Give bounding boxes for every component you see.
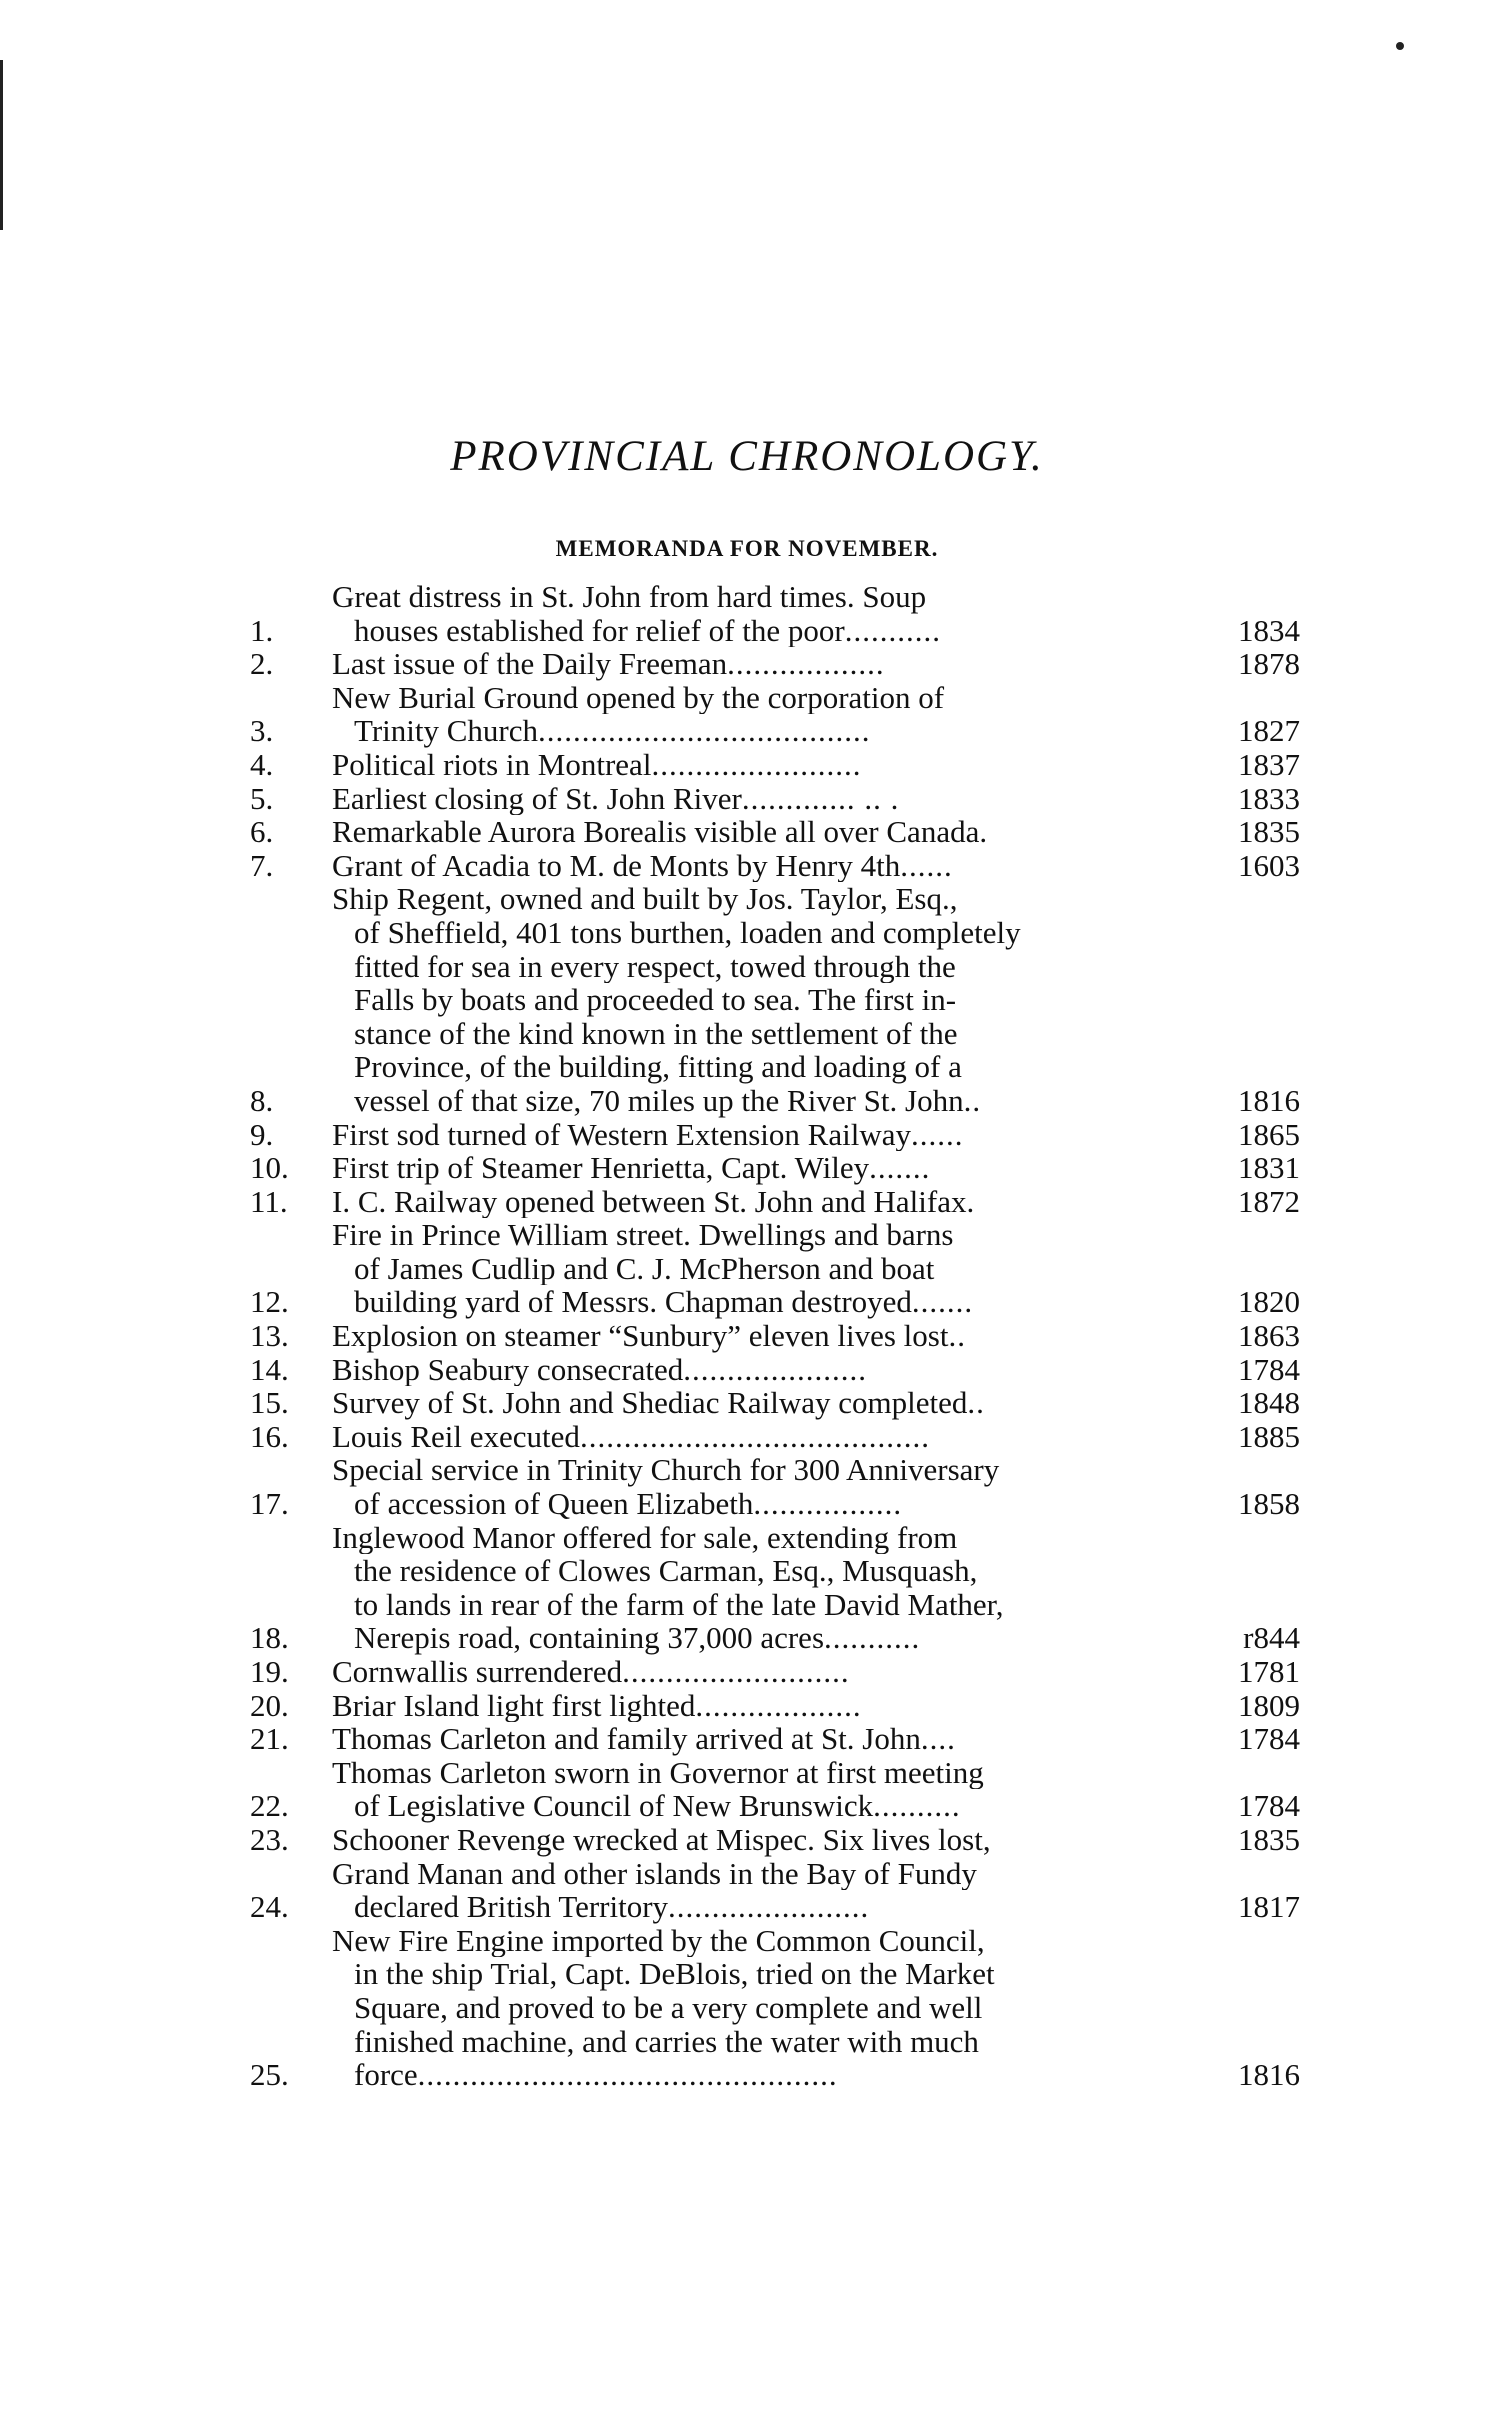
chronology-entry bbox=[250, 1823, 1300, 1857]
dot-leader: ........................ bbox=[651, 747, 862, 782]
dot-leader: .. bbox=[967, 1386, 985, 1420]
entry-text bbox=[332, 1924, 1166, 2092]
entry-line-text: Trinity Church bbox=[354, 714, 539, 748]
entry-line bbox=[332, 1857, 1166, 1891]
entry-line-text: Grand Manan and other islands in the Bay of Fundy bbox=[332, 1856, 977, 1891]
chronology-entry bbox=[250, 849, 1300, 883]
entry-text bbox=[332, 1521, 1166, 1655]
entry-line bbox=[332, 1118, 1166, 1152]
entry-line-text: Nerepis road, containing 37,000 acres bbox=[354, 1621, 825, 1655]
entry-text bbox=[332, 1151, 1166, 1185]
entry-year: 1784 bbox=[1238, 1788, 1300, 1824]
dot-leader: ........... bbox=[844, 613, 941, 648]
entry-line bbox=[332, 849, 1166, 883]
chronology-entry bbox=[250, 1655, 1300, 1689]
dot-leader: .................. bbox=[727, 647, 885, 681]
entry-text bbox=[332, 782, 1166, 816]
entry-line bbox=[332, 1789, 1166, 1823]
entry-line-text: Last issue of the Daily Freeman bbox=[332, 647, 728, 681]
entry-number: 10. bbox=[250, 1150, 289, 1186]
entry-number: 6. bbox=[250, 814, 274, 850]
entry-line-text: Schooner Revenge wrecked at Mispec. Six lives lost, bbox=[332, 1822, 991, 1857]
chronology-entry bbox=[250, 1689, 1300, 1723]
dot-leader: ................. bbox=[753, 1487, 903, 1521]
entry-text bbox=[332, 1655, 1166, 1689]
entry-line bbox=[332, 1554, 1166, 1588]
entry-line-text: building yard of Messrs. Chapman destroyed bbox=[354, 1285, 912, 1320]
entry-line-text: First sod turned of Western Extension Railway bbox=[332, 1117, 911, 1152]
entry-line-text: houses established for relief of the poor bbox=[354, 613, 845, 648]
chronology-entry bbox=[250, 1521, 1300, 1655]
entry-line-text: Remarkable Aurora Borealis visible all over Canada. bbox=[332, 815, 988, 849]
entry-line bbox=[332, 1689, 1166, 1723]
entry-line-text: Cornwallis surrendered bbox=[332, 1655, 623, 1689]
entry-line bbox=[332, 882, 1166, 916]
entry-line-text: stance of the kind known in the settlement of the bbox=[354, 1016, 958, 1051]
entry-year: 1809 bbox=[1238, 1687, 1300, 1723]
entry-text bbox=[332, 580, 1166, 647]
entry-line-text: finished machine, and carries the water with much bbox=[354, 2024, 979, 2059]
entry-text bbox=[332, 681, 1166, 748]
entry-line-text: New Fire Engine imported by the Common Council, bbox=[332, 1923, 985, 1958]
entry-line-text: Fire in Prince William street. Dwellings and barns bbox=[332, 1218, 954, 1252]
entry-year: r844 bbox=[1243, 1620, 1300, 1656]
entry-year: 1834 bbox=[1238, 612, 1300, 648]
chronology-entry bbox=[250, 1151, 1300, 1185]
entry-line-text: Special service in Trinity Church for 300 Anniversary bbox=[332, 1453, 1000, 1488]
entry-line-text: I. C. Railway opened between St. John and Halifax. bbox=[332, 1184, 975, 1219]
entry-year: 1784 bbox=[1238, 1721, 1300, 1757]
entry-line bbox=[332, 782, 1166, 816]
dot-leader: .......... bbox=[873, 1789, 961, 1823]
entry-year: 1827 bbox=[1238, 713, 1300, 749]
entry-text bbox=[332, 1420, 1166, 1454]
entry-year: 1878 bbox=[1238, 646, 1300, 682]
entry-number: 1. bbox=[250, 612, 274, 648]
entry-line-text: Briar Island light first lighted bbox=[332, 1688, 696, 1723]
entry-year: 1784 bbox=[1238, 1351, 1300, 1387]
entry-text bbox=[332, 1823, 1166, 1857]
chronology-entry bbox=[250, 1185, 1300, 1219]
entry-line-text: Louis Reil executed bbox=[332, 1419, 580, 1454]
scan-speck bbox=[1396, 42, 1404, 50]
chronology-entry bbox=[250, 681, 1300, 748]
chronology-entry bbox=[250, 1453, 1300, 1520]
entry-line-text: Inglewood Manor offered for sale, extending from bbox=[332, 1520, 958, 1555]
chronology-entry bbox=[250, 1118, 1300, 1152]
chronology-entry bbox=[250, 1353, 1300, 1387]
entry-year: 1837 bbox=[1238, 746, 1300, 782]
entry-number: 5. bbox=[250, 780, 274, 816]
entry-line bbox=[332, 580, 1166, 614]
dot-leader: .......................... bbox=[622, 1655, 850, 1689]
entry-line-text: force bbox=[354, 2058, 418, 2092]
dot-leader: ...... bbox=[910, 1117, 964, 1152]
entry-number: 22. bbox=[250, 1788, 289, 1824]
chronology-entry bbox=[250, 1420, 1300, 1454]
entry-number: 15. bbox=[250, 1385, 289, 1421]
entry-line bbox=[332, 1924, 1166, 1958]
entry-line bbox=[332, 1521, 1166, 1555]
entry-text bbox=[332, 1353, 1166, 1387]
entry-number: 13. bbox=[250, 1318, 289, 1354]
section-subtitle: MEMORANDA FOR NOVEMBER. bbox=[555, 536, 939, 561]
entry-text bbox=[332, 1118, 1166, 1152]
entry-line-text: Grant of Acadia to M. de Monts by Henry 4th bbox=[332, 848, 901, 883]
entry-line bbox=[332, 1084, 1166, 1118]
entry-line-text: fitted for sea in every respect, towed through the bbox=[354, 949, 956, 984]
chronology-entry bbox=[250, 1386, 1300, 1420]
entry-line-text: Ship Regent, owned and built by Jos. Taylor, Esq., bbox=[332, 882, 958, 916]
entry-number: 11. bbox=[250, 1183, 288, 1219]
entry-line-text: vessel of that size, 70 miles up the River St. John bbox=[354, 1083, 964, 1118]
chronology-entry bbox=[250, 748, 1300, 782]
entry-year: 1863 bbox=[1238, 1318, 1300, 1354]
entry-year: 1781 bbox=[1238, 1654, 1300, 1689]
entry-line-text: Thomas Carleton and family arrived at St. John bbox=[332, 1722, 921, 1756]
entry-line-text: Falls by boats and proceeded to sea. The first in- bbox=[354, 983, 957, 1017]
entry-number: 23. bbox=[250, 1821, 289, 1857]
chronology-entry bbox=[250, 1924, 1300, 2092]
entry-year: 1831 bbox=[1238, 1150, 1300, 1186]
dot-leader: ................... bbox=[695, 1688, 862, 1723]
entry-line-text: of accession of Queen Elizabeth bbox=[354, 1487, 754, 1521]
entry-text bbox=[332, 1319, 1166, 1353]
entry-line bbox=[332, 983, 1166, 1017]
entry-line-text: Thomas Carleton sworn in Governor at first meeting bbox=[332, 1755, 984, 1790]
entry-year: 1603 bbox=[1238, 847, 1300, 883]
entry-number: 21. bbox=[250, 1721, 289, 1757]
entry-line bbox=[332, 1957, 1166, 1991]
entry-text bbox=[332, 1857, 1166, 1924]
dot-leader: ........................................ bbox=[579, 1419, 930, 1454]
chronology-entry bbox=[250, 1218, 1300, 1319]
entry-line-text: of Sheffield, 401 tons burthen, loaden and completely bbox=[354, 915, 1021, 950]
entry-year: 1835 bbox=[1238, 1821, 1300, 1857]
entry-text bbox=[332, 815, 1166, 849]
entry-number: 9. bbox=[250, 1116, 274, 1152]
entry-text bbox=[332, 647, 1166, 681]
dot-leader: .. bbox=[963, 1083, 982, 1118]
entry-line bbox=[332, 1487, 1166, 1521]
entry-line bbox=[332, 1991, 1166, 2025]
dot-leader: ..................... bbox=[683, 1352, 867, 1387]
entry-line-text: Square, and proved to be a very complete and well bbox=[354, 1990, 983, 2025]
entry-line bbox=[332, 916, 1166, 950]
entry-line bbox=[332, 950, 1166, 984]
entry-number: 24. bbox=[250, 1889, 289, 1925]
entry-line-text: Survey of St. John and Shediac Railway completed bbox=[332, 1386, 968, 1420]
entry-text bbox=[332, 1722, 1166, 1756]
entry-line bbox=[332, 1655, 1166, 1689]
entry-line-text: Province, of the building, fitting and loading of a bbox=[354, 1050, 962, 1084]
entry-line-text: Bishop Seabury consecrated bbox=[332, 1352, 684, 1387]
entry-line bbox=[332, 1420, 1166, 1454]
chronology-entry bbox=[250, 1319, 1300, 1353]
entry-line bbox=[332, 714, 1166, 748]
entry-line bbox=[332, 1756, 1166, 1790]
entry-year: 1820 bbox=[1238, 1284, 1300, 1320]
entry-year: 1885 bbox=[1238, 1418, 1300, 1454]
entry-number: 14. bbox=[250, 1351, 289, 1387]
entry-line bbox=[332, 1588, 1166, 1622]
entry-line bbox=[332, 614, 1166, 648]
entry-line bbox=[332, 1621, 1166, 1655]
entry-line bbox=[332, 1218, 1166, 1252]
entry-year: 1865 bbox=[1238, 1116, 1300, 1152]
dot-leader: ................................................ bbox=[417, 2058, 838, 2092]
entry-text bbox=[332, 1689, 1166, 1723]
entry-text bbox=[332, 1185, 1166, 1219]
entry-number: 3. bbox=[250, 713, 274, 749]
entry-text bbox=[332, 849, 1166, 883]
entry-line bbox=[332, 2025, 1166, 2059]
entry-text bbox=[332, 1386, 1166, 1420]
chronology-entry bbox=[250, 815, 1300, 849]
dot-leader: .. bbox=[948, 1319, 966, 1353]
entry-number: 16. bbox=[250, 1418, 289, 1454]
dot-leader: ....... bbox=[869, 1151, 931, 1185]
entry-year: 1858 bbox=[1238, 1486, 1300, 1522]
entry-year: 1848 bbox=[1238, 1385, 1300, 1421]
entry-text bbox=[332, 882, 1166, 1117]
entry-line-text: Great distress in St. John from hard times. Soup bbox=[332, 580, 927, 614]
entry-line bbox=[332, 1890, 1166, 1924]
entry-text bbox=[332, 1453, 1166, 1520]
dot-leader: ........... bbox=[824, 1621, 921, 1655]
entry-line bbox=[332, 815, 1166, 849]
entry-line-text: Explosion on steamer “Sunbury” eleven lives lost bbox=[332, 1319, 949, 1353]
entry-text bbox=[332, 748, 1166, 782]
dot-leader: ....... bbox=[911, 1285, 974, 1320]
chronology-entry bbox=[250, 1756, 1300, 1823]
entry-line bbox=[332, 1017, 1166, 1051]
entry-year: 1816 bbox=[1238, 1082, 1300, 1118]
entry-number: 25. bbox=[250, 2057, 289, 2093]
chronology-list bbox=[250, 580, 1300, 2092]
entry-line bbox=[332, 1823, 1166, 1857]
entry-number: 20. bbox=[250, 1687, 289, 1723]
entry-number: 18. bbox=[250, 1620, 289, 1656]
entry-line bbox=[332, 1386, 1166, 1420]
entry-number: 19. bbox=[250, 1654, 289, 1689]
entry-line-text: the residence of Clowes Carman, Esq., Musquash, bbox=[354, 1554, 978, 1588]
entry-text bbox=[332, 1218, 1166, 1319]
entry-line bbox=[332, 748, 1166, 782]
dot-leader: ............. .. . bbox=[741, 781, 900, 816]
entry-line bbox=[332, 1050, 1166, 1084]
entry-line bbox=[332, 2058, 1166, 2092]
entry-number: 7. bbox=[250, 847, 274, 883]
dot-leader: ...................................... bbox=[538, 714, 871, 748]
chronology-entry bbox=[250, 882, 1300, 1117]
entry-line-text: New Burial Ground opened by the corporation of bbox=[332, 680, 945, 715]
entry-line-text: Political riots in Montreal bbox=[332, 747, 652, 782]
entry-line bbox=[332, 681, 1166, 715]
chronology-entry bbox=[250, 580, 1300, 647]
entry-line bbox=[332, 1151, 1166, 1185]
dot-leader: .... bbox=[920, 1722, 956, 1756]
scan-margin-rule bbox=[0, 60, 3, 230]
entry-line bbox=[332, 1319, 1166, 1353]
entry-number: 12. bbox=[250, 1284, 289, 1320]
entry-year: 1817 bbox=[1238, 1889, 1300, 1925]
entry-number: 8. bbox=[250, 1082, 274, 1118]
entry-line bbox=[332, 1722, 1166, 1756]
chronology-entry bbox=[250, 1722, 1300, 1756]
entry-line-text: Earliest closing of St. John River bbox=[332, 781, 742, 816]
entry-line bbox=[332, 1353, 1166, 1387]
chronology-entry bbox=[250, 782, 1300, 816]
entry-line bbox=[332, 1285, 1166, 1319]
entry-line bbox=[332, 1453, 1166, 1487]
entry-number: 2. bbox=[250, 646, 274, 682]
entry-line-text: to lands in rear of the farm of the late David Mather, bbox=[354, 1587, 1004, 1622]
chronology-entry bbox=[250, 647, 1300, 681]
entry-line bbox=[332, 1252, 1166, 1286]
entry-line bbox=[332, 1185, 1166, 1219]
entry-line-text: First trip of Steamer Henrietta, Capt. Wiley bbox=[332, 1151, 870, 1185]
dot-leader: ....................... bbox=[668, 1890, 870, 1924]
entry-line-text: in the ship Trial, Capt. DeBlois, tried on the Market bbox=[354, 1957, 995, 1991]
entry-text bbox=[332, 1756, 1166, 1823]
entry-year: 1872 bbox=[1238, 1183, 1300, 1219]
page-title: PROVINCIAL CHRONOLOGY. bbox=[450, 433, 1044, 480]
entry-year: 1835 bbox=[1238, 814, 1300, 850]
entry-line-text: declared British Territory bbox=[354, 1890, 669, 1924]
entry-line-text: of James Cudlip and C. J. McPherson and boat bbox=[354, 1251, 935, 1286]
entry-year: 1833 bbox=[1238, 780, 1300, 816]
entry-year: 1816 bbox=[1238, 2057, 1300, 2093]
dot-leader: ...... bbox=[900, 848, 953, 883]
entry-number: 17. bbox=[250, 1486, 289, 1522]
chronology-entry bbox=[250, 1857, 1300, 1924]
entry-line-text: of Legislative Council of New Brunswick bbox=[354, 1789, 874, 1823]
entry-number: 4. bbox=[250, 746, 274, 782]
entry-line bbox=[332, 647, 1166, 681]
